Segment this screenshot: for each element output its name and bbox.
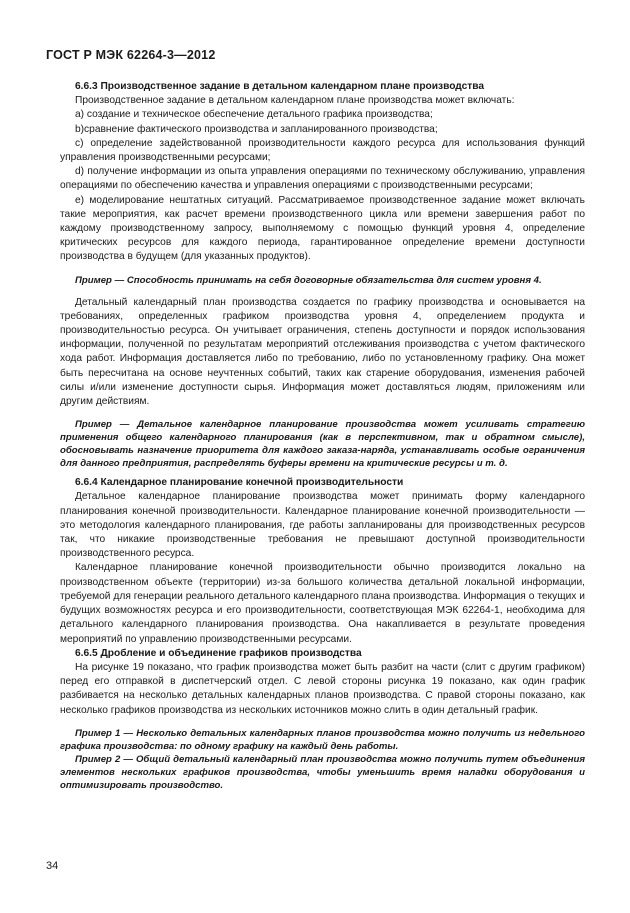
paragraph: Производственное задание в детальном календарном плане производства может включать: [75, 95, 515, 107]
list-item-d: d) получение информации из опыта управления операциями по техническому обслуживанию, управления операциями по обеспечению качества и управления операциями с производственными ресурсами; [60, 166, 585, 192]
document-body [60, 80, 585, 792]
example-note-1: Пример 1 — Несколько детальных календарных планов производства можно получить из недельного графика производства: по одному графику на каждый день работы. [60, 727, 585, 752]
page-number: 34 [46, 860, 59, 872]
list-item-e: e) моделирование нештатных ситуаций. Рассматриваемое производственное задание может включать такие мероприятия, как расчет времени производственного цикла или времени завершения работ по каждому производственному запросу, выполняемому с помощью функций уровня 4, определение критических ресурсов для каждого периода, гарантированное определение времени доступности производства в будущем (для указанных продуктов). [60, 194, 585, 263]
list-item-a: a) создание и техническое обеспечение детального графика производства; [75, 109, 433, 121]
paragraph: На рисунке 19 показано, что график производства может быть разбит на части (слит с другим графиком) перед его отправкой в диспетчерский отдел. С левой стороны рисунка 19 показано, как один график разбивается на несколько детальных календарных планов производства. С правой стороны показано, как несколько графиков производства из нескольких источников можно слить в один детальный график. [60, 661, 585, 716]
example-note: Пример — Способность принимать на себя договорные обязательства для систем уровня 4. [75, 274, 542, 286]
list-item-c: c) определение задействованной производительности каждого ресурса для использования функций управления производственными ресурсами; [60, 137, 585, 164]
paragraph: Детальное календарное планирование производства может принимать форму календарного планирования конечной производительности. Календарное планирование конечной производительности — это методология календарного планирования, где работы запланированы для производственных ресурсов так, что никакие производственные требования не превышают доступной производительности производственного ресурса. [60, 491, 585, 560]
section-heading-6-6-3: 6.6.3 Производственное задание в детальном календарном плане производства [75, 81, 485, 92]
section-heading-6-6-5: 6.6.5 Дробление и объединение графиков производства [75, 647, 362, 659]
standard-header: ГОСТ Р МЭК 62264-3—2012 [46, 48, 216, 62]
paragraph: Детальный календарный план производства создается по графику производства и основывается на требованиях, определенных графиком производства уровня 4, определением продукта и производительностью ресурса. Он учитывает ограничения, степень доступности и порядок использования информации, полученной по результатам мероприятий отслеживания производства с учетом фактического хода работ. Информация доставляется либо по требованию, либо по установленному графику. Она может быть пересчитана на основе неучтенных событий, таких как старение оборудования, изменения рабочей силы и/или изменение доступности сырья. Информация может доставляться людям, приложениям или другим действиям. [60, 296, 585, 408]
example-note: Пример — Детальное календарное планирование производства может усиливать стратегию применения общего календарного планирования (как в перспективном, так и обратном смысле), обосновывать назначение приоритета для каждого заказа-наряда, устанавливать особые ограничения для данного предприятия, распределять буферы времени на критические ресурсы и т. д. [60, 419, 585, 470]
paragraph: Календарное планирование конечной производительности обычно производится локально на производственном объекте (территории) из-за большого количества детальной локальной информации, требуемой для генерации реального детального календарного плана производства. Информация о текущих и будущих возможностях ресурса и его производительности, соответствующая МЭК 62264-1, необходима для детального календарного планирования производства. Она накапливается в результате проведения мероприятий по управлению производственными ресурсами. [60, 562, 585, 645]
list-item-b: b)сравнение фактического производства и запланированного производства; [75, 123, 438, 135]
section-heading-6-6-4: 6.6.4 Календарное планирование конечной производительности [75, 477, 404, 489]
example-note-2: Пример 2 — Общий детальный календарный план производства можно получить путем объединения элементов нескольких графиков производства, чтобы уменьшить время наладки оборудования и оптимизировать производство. [60, 753, 585, 791]
